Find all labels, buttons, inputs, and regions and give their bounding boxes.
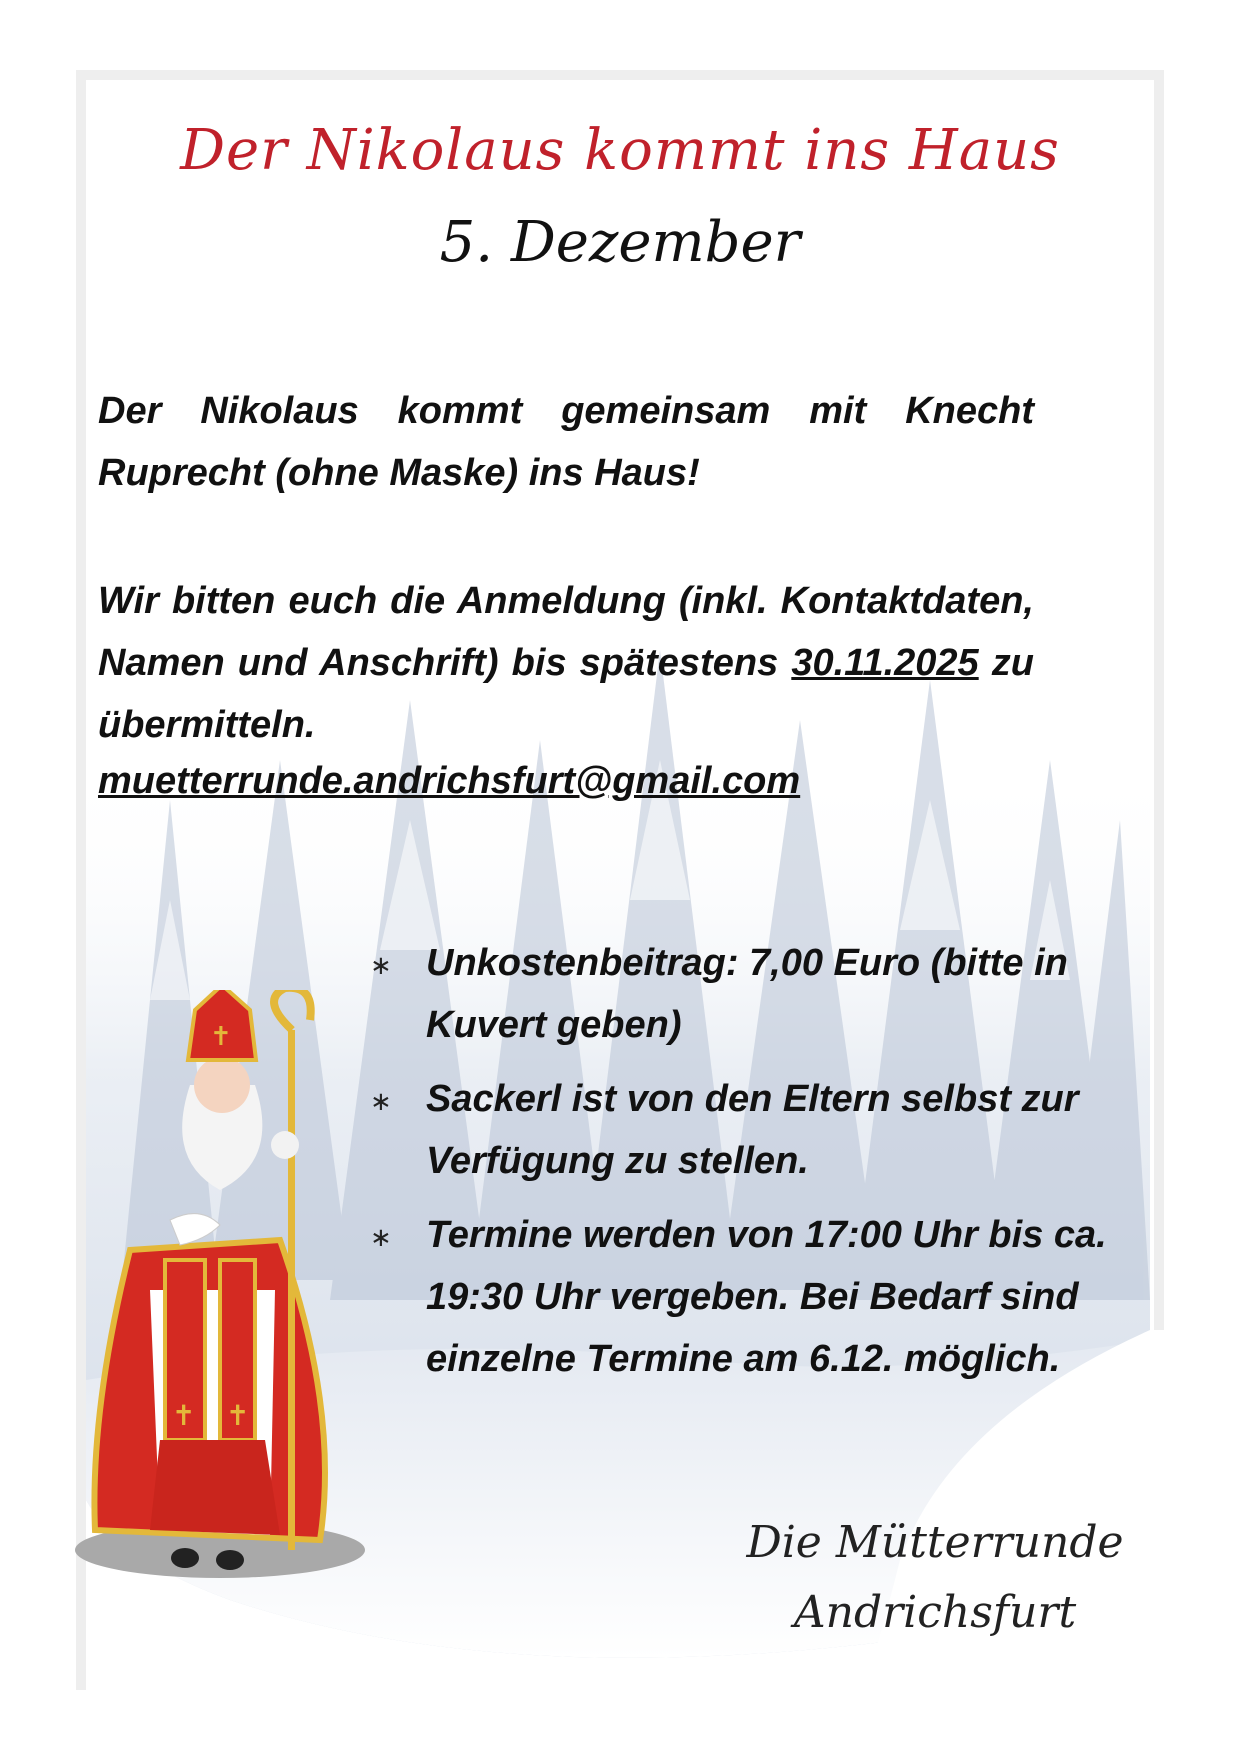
flyer-title: Der Nikolaus kommt ins Haus [180,118,1060,183]
signature-line-2: Andrichsfurt [793,1587,1077,1638]
bullet-text-bag: Sackerl ist von den Eltern selbst zur Verfügung zu stellen. [426,1078,1079,1182]
email-link[interactable]: muetterrunde.andrichsfurt@gmail.com [98,760,801,802]
registration-paragraph [98,570,1034,756]
signature [700,1508,1170,1648]
event-date: 5. Dezember [439,210,801,275]
bullet-text-cost: Unkostenbeitrag: 7,00 Euro (bitte in Kuvert geben) [426,942,1068,1046]
bullet-text-times: Termine werden von 17:00 Uhr bis ca. 19:30 Uhr vergeben. Bei Bedarf sind einzelne Termine am 6.12. möglich. [426,1214,1107,1380]
info-bullet-list [370,932,1110,1402]
list-item [370,1204,1110,1390]
registration-text-end: zu übermitteln. [98,642,1034,746]
intro-paragraph: Der Nikolaus kommt gemeinsam mit Knecht Ruprecht (ohne Maske) ins Haus! [98,390,1034,494]
signature-line-1: Die Mütterrunde [746,1517,1124,1568]
asterisk-icon: ∗ [370,950,392,980]
svg-text:✝: ✝ [172,1399,196,1432]
registration-deadline: 30.11.2025 [791,642,979,684]
list-item [370,1068,1110,1192]
svg-text:✝: ✝ [226,1399,250,1432]
asterisk-icon: ∗ [370,1222,392,1252]
svg-text:✝: ✝ [210,1022,232,1052]
registration-text: Wir bitten euch die Anmeldung (inkl. Kontaktdaten, Namen und Anschrift) bis spätestens [98,580,1034,684]
saint-nicholas-illustration [70,990,410,1590]
list-item [370,932,1110,1056]
asterisk-icon: ∗ [370,1086,392,1116]
